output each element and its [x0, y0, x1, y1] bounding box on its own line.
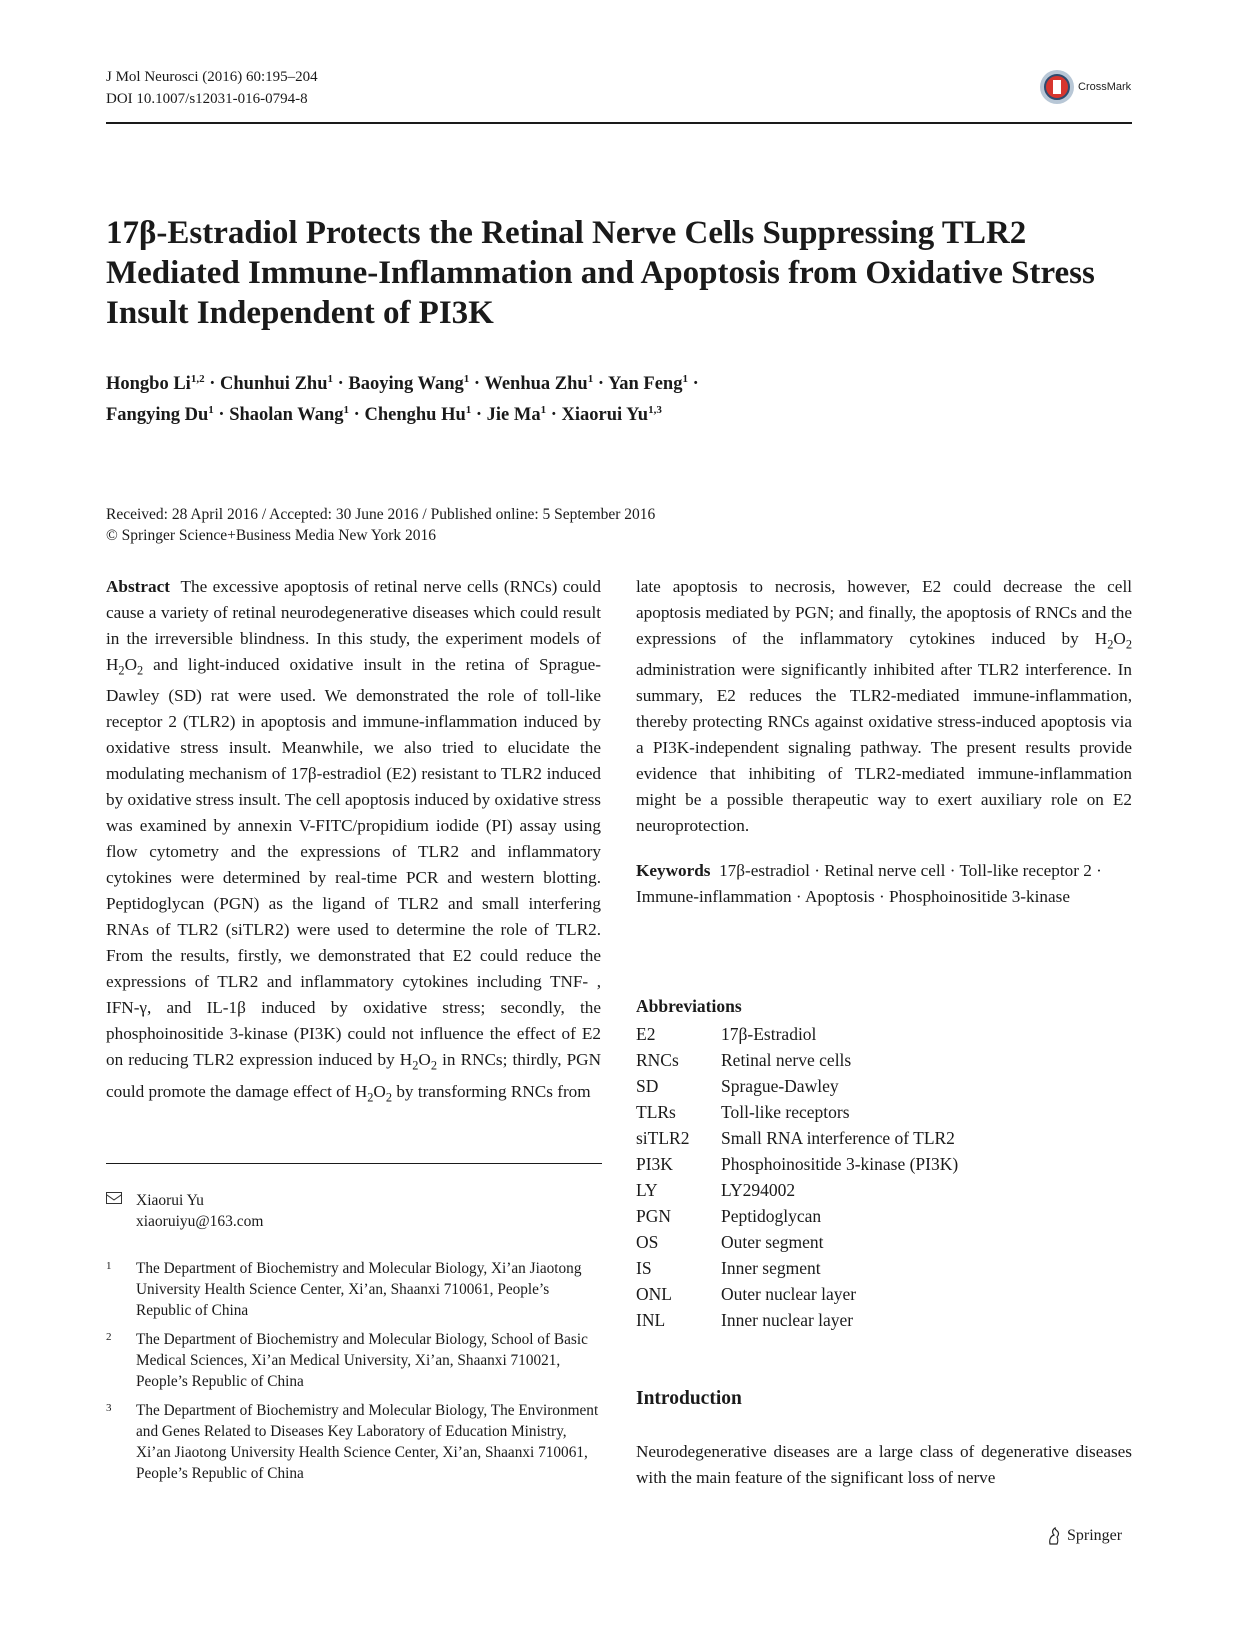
abstract-text: by transforming RNCs from: [392, 1081, 591, 1101]
header-rule: [106, 122, 1132, 124]
chem-formula: $H_2O_2$: [354, 1081, 393, 1105]
introduction-heading: Introduction: [636, 1388, 742, 1409]
abbreviation-row: siTLR2 Small RNA interference of TLR2: [636, 1128, 955, 1148]
abbreviation-row: OS Outer segment: [636, 1232, 824, 1252]
author-line-1: Hongbo Li$^{1,2}$ · Chunhui Zhu$^1$ · Baoying Wang$^1$ · Wenhua Zhu$^1$ · Yan Feng$^1$ ·: [106, 373, 699, 395]
abbreviation-row: IS Inner segment: [636, 1258, 821, 1278]
article-title: 17β-Estradiol Protects the Retinal Nerve Cells Suppressing TLR2 Mediated Immune-Inflammation and Apoptosis from Oxidative Stress Insult Independent of PI3K: [106, 215, 1095, 331]
doi[interactable]: DOI 10.1007/s12031-016-0794-8: [106, 91, 308, 107]
abbreviations-list: [636, 1021, 958, 1333]
springer-horse-icon: [1046, 1527, 1062, 1545]
abbreviation-row: SD Sprague-Dawley: [636, 1076, 839, 1096]
abstract-label: Abstract: [106, 577, 170, 596]
publisher-name: Springer: [1067, 1527, 1123, 1544]
introduction-text: Neurodegenerative diseases are a large class of degenerative diseases with the main feature of the significant loss of nerve: [636, 1442, 1132, 1487]
affiliation-number: 3: [106, 1402, 112, 1414]
corresponding-author: [106, 1190, 264, 1232]
author[interactable]: Xiaorui Yu$^{1,3}$: [561, 404, 662, 426]
abstract-text: late apoptosis to necrosis, however, E2 could decrease the cell apoptosis mediated by PGN; and finally, the apoptosis of RNCs and the expressions of the inflammatory cytokines induced by: [636, 577, 1132, 648]
abstract-text: administration were significantly inhibited after TLR2 interference. In summary, E2 reduces the TLR2-mediated immune-inflammation, thereby protecting RNCs against oxidative stress-induced apoptosis via a PI3K-independent signaling pathway. The present results provide evidence that inhibiting of TLR2-mediated immune-inflammation might be a possible therapeutic way to exert auxiliary role on E2 neuroprotection.: [636, 660, 1132, 836]
footnote-rule: [106, 1163, 602, 1164]
author-line-2: Fangying $Du^1$ · Shaolan Wang$^1$ · Chenghu $Hu^1$ · Jie $Ma^1$ · Xiaorui Yu$^{1,3}$: [106, 404, 662, 426]
abstract-column-2: [636, 574, 1132, 839]
abstract-text: The excessive apoptosis of retinal nerve cells (RNCs) could cause a variety of retinal neurodegenerative diseases which could result in the irreversible blindness. In this study, the experiment models of: [106, 577, 601, 648]
chem-formula: $H_2O_2$: [1094, 629, 1132, 652]
affiliation-number: 2: [106, 1331, 112, 1343]
journal-header: [106, 66, 318, 110]
author[interactable]: Hongbo Li$^{1,2}$: [106, 373, 205, 395]
publication-dates: [106, 504, 655, 546]
keywords-label: Keywords: [636, 861, 711, 880]
abbreviation-row: TLRs Toll-like receptors: [636, 1102, 850, 1122]
chem-formula: $H_2O_2$: [399, 1050, 438, 1073]
keywords-text: 17β-estradiol · Retinal nerve cell · Toll-like receptor 2 · Immune-inflammation · Apoptosis · Phosphoinositide 3-kinase: [636, 861, 1102, 906]
author[interactable]: Jie Ma$^1$: [486, 404, 547, 426]
crossmark-label: CrossMark: [1078, 81, 1132, 93]
publisher-logo: [1046, 1527, 1122, 1545]
dates-line: Received: 28 April 2016 / Accepted: 30 June 2016 / Published online: 5 September 2016: [106, 506, 656, 523]
contact-email[interactable]: xiaoruiyu@163.com: [136, 1213, 264, 1230]
author[interactable]: Fangying Du$^1$: [106, 404, 214, 426]
abbreviations-heading: Abbreviations: [636, 996, 742, 1016]
envelope-icon: [106, 1192, 122, 1204]
abbreviation-row: RNCs Retinal nerve cells: [636, 1050, 852, 1070]
keywords: [636, 858, 1132, 910]
author[interactable]: Wenhua Zhu$^1$: [484, 373, 594, 395]
abbreviation-row: PGN Peptidoglycan: [636, 1206, 822, 1226]
affiliation-text: The Department of Biochemistry and Molecular Biology, The Environment and Genes Related to Diseases Key Laboratory of Education Ministry, Xi’an Jiaotong University Health Science Center, Xi’an, Shaanxi 710061, People’s Republic of China: [136, 1402, 599, 1482]
affiliation-text: The Department of Biochemistry and Molecular Biology, Xi’an Jiaotong University Health Science Center, Xi’an, Shaanxi 710061, People’s Republic of China: [136, 1260, 582, 1319]
author-list: [106, 366, 1136, 428]
affiliation: [106, 1400, 602, 1484]
abbreviation-row: ONL Outer nuclear layer: [636, 1284, 857, 1304]
chem-formula: $H_2O_2$: [106, 655, 144, 678]
affiliation: [106, 1329, 602, 1392]
abbreviation-row: LY LY294002: [636, 1180, 796, 1200]
crossmark-icon: [1040, 70, 1074, 104]
affiliation: [106, 1258, 602, 1321]
abstract-text: in RNCs; thirdly, PGN could promote the damage effect of: [106, 1050, 601, 1101]
abbreviation-row: E2 17β-Estradiol: [636, 1024, 817, 1044]
author[interactable]: Chenghu Hu$^1$: [364, 404, 472, 426]
author[interactable]: Shaolan Wang$^1$: [229, 404, 350, 426]
affiliation-text: The Department of Biochemistry and Molecular Biology, School of Basic Medical Sciences, Xi’an Medical University, Xi’an, Shaanxi 710021, People’s Republic of China: [136, 1331, 588, 1390]
contact-name: Xiaorui Yu: [136, 1192, 204, 1209]
author[interactable]: Yan Feng$^1$: [607, 373, 688, 395]
author[interactable]: Baoying Wang$^1$: [348, 373, 470, 395]
crossmark-badge[interactable]: [1040, 70, 1131, 104]
abstract-column-1: [106, 574, 601, 1110]
abstract-text: and light-induced oxidative insult in the retina of Sprague-Dawley (SD) rat were used. We demonstrated the role of toll-like receptor 2 (TLR2) in apoptosis and immune-inflammation induced by oxidative stress insult. Meanwhile, we also tried to elucidate the modulating mechanism of 17β-estradiol (E2) resistant to TLR2 induced by oxidative stress insult. The cell apoptosis induced by oxidative stress was examined by annexin V-FITC/propidium iodide (PI) assay using flow cytometry and the expressions of TLR2 and inflammatory cytokines were determined by real-time PCR and western blotting. Peptidoglycan (PGN) as the ligand of TLR2 and small interfering RNAs of TLR2 (siTLR2) were used to determine the role of TLR2. From the results, firstly, we demonstrated that E2 could reduce the expressions of TLR2 and inflammatory cytokines including TNF- , IFN-γ, and IL-1β induced by oxidative stress; secondly, the phosphoinositide 3-kinase (PI3K) could not influence the effect of E2 on reducing TLR2 expression induced by: [106, 655, 601, 1070]
journal-citation: J Mol Neurosci (2016) 60:195–204: [106, 69, 318, 85]
abbreviation-row: PI3K Phosphoinositide 3-kinase (PI3K): [636, 1154, 959, 1174]
copyright-line: © Springer Science+Business Media New York 2016: [106, 527, 437, 544]
affiliation-number: 1: [106, 1260, 112, 1272]
author[interactable]: Chunhui Zhu$^1$: [220, 373, 333, 395]
abbreviation-row: INL Inner nuclear layer: [636, 1310, 854, 1330]
